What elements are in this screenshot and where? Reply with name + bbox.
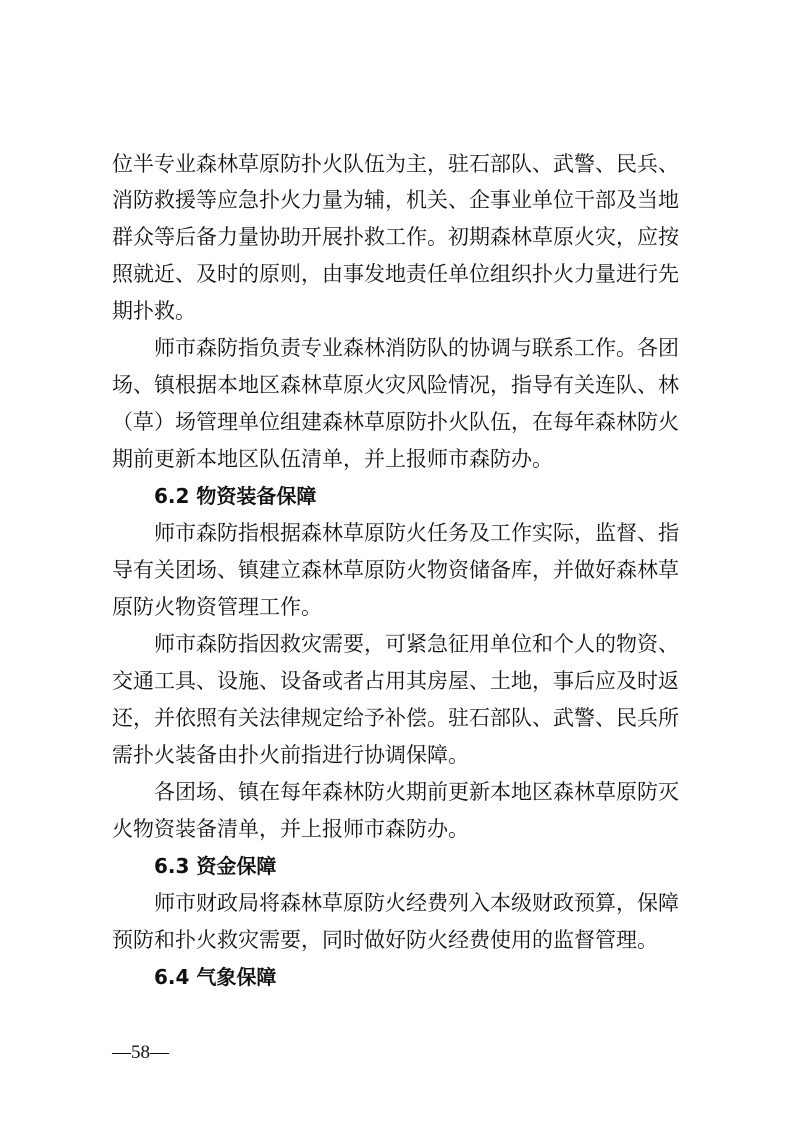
line-21: 师市财政局将森林草原防火经费列入本级财政预算，保障 [154,891,679,915]
line-11: 师市森防指根据森林草原防火任务及工作实际，监督、指 [154,521,679,545]
line-15: 交通工具、设施、设备或者占用其房屋、土地，事后应及时返 [112,669,679,693]
line-22: 预防和扑火救灾需要，同时做好防火经费使用的监督管理。 [112,928,658,952]
line-8: （草）场管理单位组建森林草原防扑火队伍，在每年森林防火 [112,410,679,434]
line-9: 期前更新本地区队伍清单，并上报师市森防办。 [112,447,553,471]
line-2: 消防救援等应急扑火力量为辅，机关、企事业单位干部及当地 [112,188,679,212]
line-19: 火物资装备清单，并上报师市森防办。 [112,817,469,841]
line-6: 师市森防指负责专业森林消防队的协调与联系工作。各团 [154,336,679,360]
line-1: 位半专业森林草原防扑火队伍为主，驻石部队、武警、民兵、 [112,152,679,176]
line-12: 导有关团场、镇建立森林草原防火物资储备库，并做好森林草 [112,558,679,582]
line-5: 期扑救。 [112,299,196,323]
line-17: 需扑火装备由扑火前指进行协调保障。 [112,743,469,767]
page-number: —58— [112,1042,169,1063]
line-7: 场、镇根据本地区森林草原火灾风险情况，指导有关连队、林 [112,373,679,397]
section-heading-6-2: 6.2 物资装备保障 [154,484,317,508]
line-13: 原防火物资管理工作。 [112,595,322,619]
section-heading-6-3: 6.3 资金保障 [154,854,277,878]
line-16: 还，并依照有关法律规定给予补偿。驻石部队、武警、民兵所 [112,706,679,730]
line-14: 师市森防指因救灾需要，可紧急征用单位和个人的物资、 [154,632,679,656]
line-18: 各团场、镇在每年森林防火期前更新本地区森林草原防灭 [154,780,679,804]
line-3: 群众等后备力量协助开展扑救工作。初期森林草原火灾，应按 [112,225,679,249]
section-heading-6-4: 6.4 气象保障 [154,965,277,989]
line-4: 照就近、及时的原则，由事发地责任单位组织扑火力量进行先 [112,262,679,286]
